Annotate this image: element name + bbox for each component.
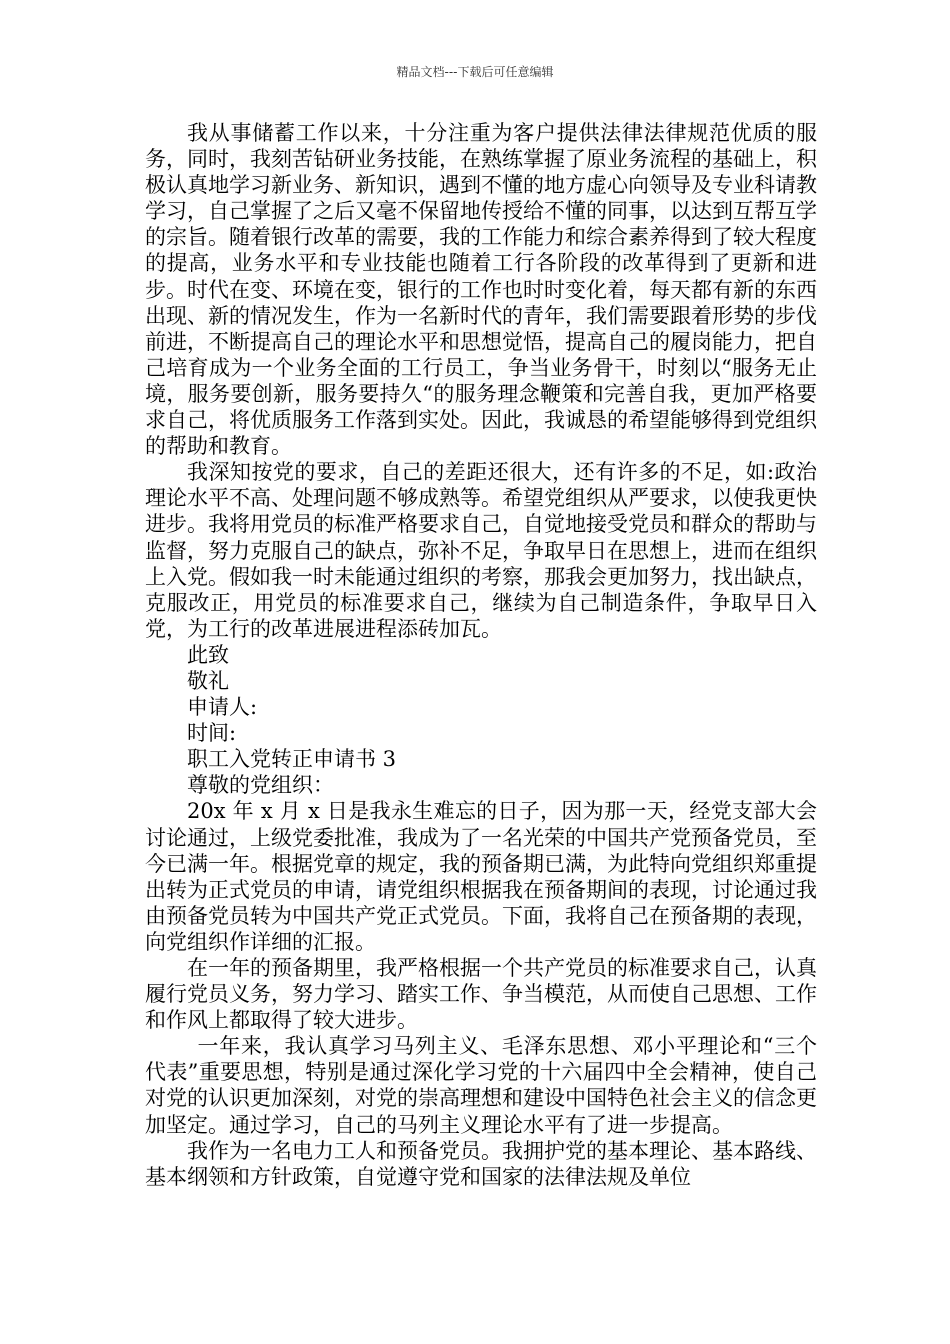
body-paragraph: 20x 年 x 月 x 日是我永生难忘的日子，因为那一天，经党支部大会讨论通过，上级党委批准，我成为了一名光荣的中国共产党预备党员，至今已满一年。根据党章的规定，我的预备期已满，为此特向党组织郑重提出转为正式党员的申请，请党组织根据我在预备期间的表现，讨论通过我由预备党员转为中国共产党正式党员。下面，我将自己在预备期的表现，向党组织作详细的汇报。	[145, 799, 817, 954]
salutation-line: 此致	[187, 642, 229, 667]
page-header: 精品文档---下载后可任意编辑	[396, 65, 554, 79]
greeting-line: 尊敬的党组织：	[187, 773, 334, 798]
body-paragraph: 我深知按党的要求，自己的差距还很大，还有许多的不足，如:政治理论水平不高、处理问题不够成熟等。希望党组织从严要求，以使我更快进步。我将用党员的标准严格要求自己，自觉地接受党员和群众的帮助与监督，努力克服自己的缺点，弥补不足，争取早日在思想上，进而在组织上入党。假如我一时未能通过组织的考察，那我会更加努力，找出缺点，克服改正，用党员的标准要求自己，继续为自己制造条件，争取早日入党，为工行的改革进展进程添砖加瓦。	[145, 460, 817, 641]
body-paragraph: 我作为一名电力工人和预备党员。我拥护党的基本理论、基本路线、基本纲领和方针政策，自觉遵守党和国家的法律法规及单位	[145, 1138, 817, 1189]
body-paragraph: 我从事储蓄工作以来，十分注重为客户提供法律法律规范优质的服务，同时，我刻苦钻研业务技能，在熟练掌握了原业务流程的基础上，积极认真地学习新业务、新知识，遇到不懂的地方虚心向领导及专业科请教学习，自己掌握了之后又毫不保留地传授给不懂的同事，以达到互帮互学的宗旨。随着银行改革的需要，我的工作能力和综合素养得到了较大程度的提高，业务水平和专业技能也随着工行各阶段的改革得到了更新和进步。时代在变、环境在变，银行的工作也时时变化着，每天都有新的东西出现、新的情况发生，作为一名新时代的青年，我们需要跟着形势的步伐前进，不断提高自己的理论水平和思想觉悟，提高自己的履岗能力，把自己培育成为一个业务全面的工行员工，争当业务骨干，时刻以“服务无止境，服务要创新，服务要持久“的服务理念鞭策和完善自我，更加严格要求自己，将优质服务工作落到实处。因此，我诚恳的希望能够得到党组织的帮助和教育。	[145, 121, 817, 459]
body-paragraph: 一年来，我认真学习马列主义、毛泽东思想、邓小平理论和“三个代表”重要思想，特别是通过深化学习党的十六届四中全会精神，使自己对党的认识更加深刻，对党的崇高理想和建设中国特色社会主义的信念更加坚定。通过学习，自己的马列主义理论水平有了进一步提高。	[145, 1034, 817, 1137]
body-paragraph: 在一年的预备期里，我严格根据一个共产党员的标准要求自己，认真履行党员义务，努力学习、踏实工作、争当模范，从而使自己思想、工作和作风上都取得了较大进步。	[145, 956, 817, 1033]
document-body	[145, 120, 817, 1190]
time-line: 时间:	[187, 721, 237, 746]
section-title: 职工入党转正申请书 3	[187, 747, 397, 772]
salutation-line: 敬礼	[187, 668, 229, 693]
applicant-line: 申请人:	[187, 695, 258, 720]
